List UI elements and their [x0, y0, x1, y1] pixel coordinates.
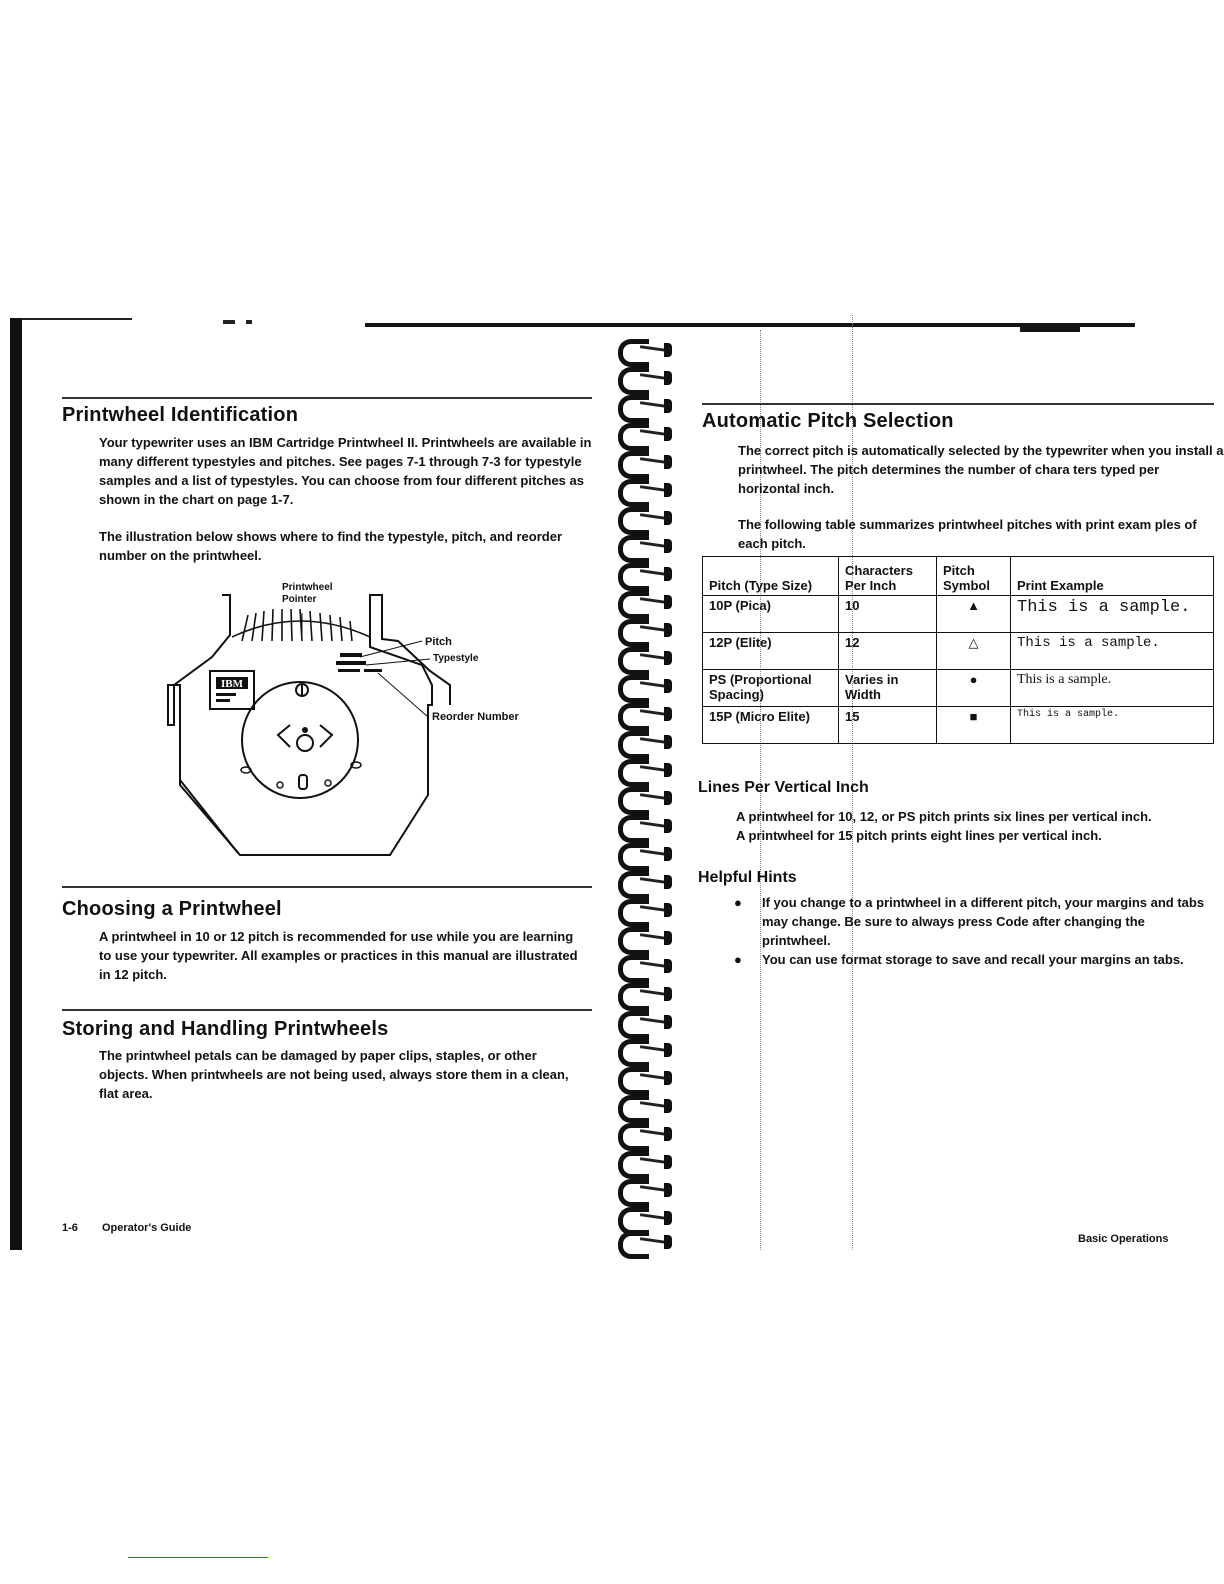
pitch-symbol-icon: ● [937, 670, 1011, 707]
spiral-ring [606, 951, 686, 979]
spiral-ring [606, 895, 686, 923]
section-rule [62, 397, 592, 399]
top-rule-dash [223, 320, 235, 324]
bullet-icon: ● [734, 895, 742, 910]
spiral-ring [606, 727, 686, 755]
paragraph-pitch-selection: The correct pitch is automatically selected by the typewriter when you install a printwheel. The pitch determines the number of chara ters typed per horizontal inch. [738, 443, 1224, 496]
spiral-ring [606, 531, 686, 559]
callout-pitch: Pitch [425, 636, 452, 648]
table-header: Pitch (Type Size) [703, 557, 839, 596]
spiral-ring [606, 867, 686, 895]
spiral-ring [606, 755, 686, 783]
callout-reorder-number: Reorder Number [432, 711, 519, 723]
table-cell-example: This is a sample. [1011, 707, 1214, 744]
spiral-ring [606, 1063, 686, 1091]
section-title-storing-handling: Storing and Handling Printwheels [62, 1018, 389, 1040]
table-header-row [703, 557, 1214, 596]
table-cell-cpi: 12 [839, 633, 937, 670]
section-rule [62, 886, 592, 888]
pitch-symbol-icon: △ [937, 633, 1011, 670]
hint-text: You can use format storage to save and recall your margins an tabs. [762, 952, 1184, 967]
spiral-ring [606, 979, 686, 1007]
spiral-ring [606, 1091, 686, 1119]
hints-list [730, 893, 1210, 969]
section-title-automatic-pitch-selection: Automatic Pitch Selection [702, 410, 954, 432]
table-row [703, 633, 1214, 670]
table-header: Pitch Symbol [937, 557, 1011, 596]
bullet-icon: ● [734, 952, 742, 967]
table-header: Print Example [1011, 557, 1214, 596]
hint-text: If you change to a printwheel in a different pitch, your margins and tabs may change. Be sure to always press [762, 895, 1205, 929]
spiral-ring [606, 839, 686, 867]
spiral-ring [606, 783, 686, 811]
callout-printwheel-pointer: Printwheel Pointer [282, 582, 333, 605]
spiral-ring [606, 1175, 686, 1203]
spiral-ring [606, 419, 686, 447]
spiral-ring [606, 391, 686, 419]
spiral-ring [606, 615, 686, 643]
hint-text: after changing the printwheel. [762, 914, 1145, 948]
lines-per-inch-text-1: A printwheel for 10, 12, or PS pitch prints six lines per vertical inch. [736, 809, 1152, 824]
spiral-ring [606, 923, 686, 951]
footer-page-number: 1-6 [62, 1222, 78, 1234]
spiral-ring [606, 559, 686, 587]
top-rule-dash [246, 320, 252, 324]
spiral-ring [606, 671, 686, 699]
spiral-ring [606, 503, 686, 531]
section-rule [62, 1009, 592, 1011]
paragraph-choosing-printwheel: A printwheel in 10 or 12 pitch is recommended for use while you are learning to use your typewriter. All examples or practices in this manual are illustrated in 12 pitch. [99, 929, 578, 982]
spiral-ring [606, 811, 686, 839]
table-cell-example: This is a sample. [1011, 670, 1214, 707]
paragraph-printwheel-intro: Your typewriter uses an IBM Cartridge Printwheel II. Printwheels are available in many different typestyles and pitches. See pages 7-1 through 7-3 for typestyle samples and a list of typestyles. You can choose from four different pitches as shown in the chart on page 1-7. [99, 435, 592, 507]
key-name: Code [996, 914, 1029, 929]
table-cell-pitch: 10P (Pica) [703, 596, 839, 633]
spiral-ring [606, 1007, 686, 1035]
top-rule-notch [1020, 326, 1080, 332]
pitch-symbol-icon: ▲ [937, 596, 1011, 633]
spiral-ring [606, 1035, 686, 1063]
spiral-ring [606, 643, 686, 671]
ibm-logo: IBM [221, 678, 243, 690]
spiral-binding [606, 335, 694, 1255]
paragraph-illustration-note: The illustration below shows where to find the typestyle, pitch, and reorder number on the printwheel. [99, 529, 563, 563]
top-rule-left [22, 318, 132, 320]
spiral-ring [606, 1227, 686, 1255]
table-cell-cpi: 15 [839, 707, 937, 744]
list-item [730, 950, 1210, 969]
pitch-table [702, 556, 1214, 744]
table-cell-example: This is a sample. [1011, 596, 1214, 633]
spiral-ring [606, 699, 686, 727]
spiral-ring [606, 1119, 686, 1147]
table-cell-cpi: 10 [839, 596, 937, 633]
callout-typestyle: Typestyle [433, 653, 479, 664]
section-title-lines-per-vertical-inch: Lines Per Vertical Inch [698, 779, 869, 796]
table-cell-cpi: Varies in Width [839, 670, 937, 707]
list-item [730, 893, 1210, 950]
footer-chapter-title: Basic Operations [1078, 1233, 1169, 1245]
lines-per-inch-text-2: A printwheel for 15 pitch prints eight lines per vertical inch. [736, 828, 1102, 843]
paragraph-table-intro: The following table summarizes printwheel pitches with print exam ples of each pitch. [738, 517, 1197, 551]
table-row [703, 670, 1214, 707]
spiral-ring [606, 587, 686, 615]
table-cell-example: This is a sample. [1011, 633, 1214, 670]
page-edge-bar [10, 318, 22, 1250]
spiral-ring [606, 363, 686, 391]
section-title-choosing-printwheel: Choosing a Printwheel [62, 898, 282, 920]
pitch-symbol-icon: ■ [937, 707, 1011, 744]
table-cell-pitch: PS (Proportional Spacing) [703, 670, 839, 707]
table-row [703, 596, 1214, 633]
spiral-ring [606, 447, 686, 475]
section-rule [702, 403, 1214, 405]
spiral-ring [606, 1147, 686, 1175]
table-row [703, 707, 1214, 744]
table-header: Characters Per Inch [839, 557, 937, 596]
table-cell-pitch: 15P (Micro Elite) [703, 707, 839, 744]
paragraph-storing-handling: The printwheel petals can be damaged by paper clips, staples, or other objects. When printwheels are not being used, always store them in a clean, flat area. [99, 1048, 569, 1101]
bottom-rule [128, 1557, 268, 1558]
spiral-ring [606, 335, 686, 363]
footer-book-title: Operator's Guide [102, 1222, 192, 1234]
table-cell-pitch: 12P (Elite) [703, 633, 839, 670]
section-title-helpful-hints: Helpful Hints [698, 869, 797, 886]
spiral-ring [606, 475, 686, 503]
section-title-printwheel-identification: Printwheel Identification [62, 404, 299, 426]
